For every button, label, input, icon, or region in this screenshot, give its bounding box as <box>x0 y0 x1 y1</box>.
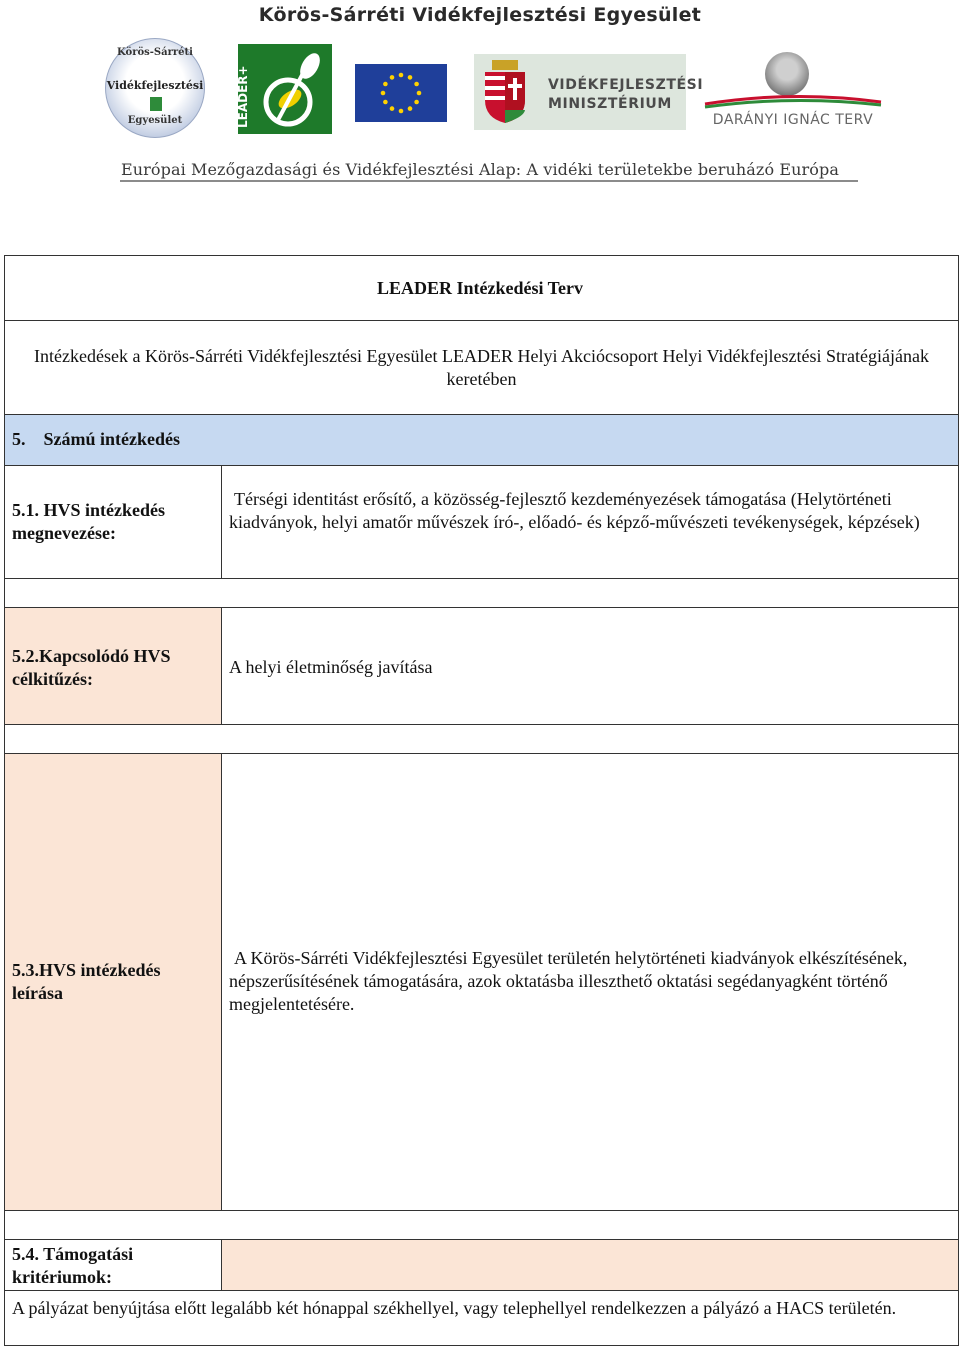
row-5-2-value-cell <box>222 608 958 724</box>
egyesulet-logo-mid-text: Vidékfejlesztési <box>106 79 204 92</box>
ministry-line1: VIDÉKFEJLESZTÉSI <box>548 77 704 93</box>
row-5-3-label: 5.3.HVS intézkedés leírása <box>12 960 161 1003</box>
portrait-icon <box>765 52 809 96</box>
row-5-4-label-cell <box>5 1240 222 1290</box>
row-5-2-label: 5.2.Kapcsolódó HVS célkitűzés: <box>12 646 171 689</box>
ribbon-icon <box>703 92 883 110</box>
daranyi-logo <box>703 52 883 132</box>
fund-subtitle: Európai Mezőgazdasági és Vidékfejlesztési Alap: A vidéki területekbe beruházó Európa <box>120 160 840 179</box>
spacer-row-2 <box>4 724 959 754</box>
row-5-1 <box>4 465 959 579</box>
row-5-4-value: A pályázat benyújtása előtt legalább két hónappal székhellyel, vagy telephellyel rendelkezzen a pályázó a HACS területén. <box>12 1298 897 1318</box>
row-5-3-label-cell <box>5 754 222 1210</box>
section-heading-row <box>4 414 959 466</box>
egyesulet-logo-top-text: Körös-Sárréti <box>117 47 193 58</box>
document-title: LEADER Intézkedési Terv <box>376 278 583 298</box>
egyesulet-logo-bottom-text: Egyesület <box>127 115 183 126</box>
row-5-4-label: 5.4. Támogatási kritériumok: <box>12 1244 134 1287</box>
egyesulet-emblem-icon <box>150 97 162 111</box>
intro-text: Intézkedések a Körös-Sárréti Vidékfejlesztési Egyesület LEADER Helyi Akciócsoport Helyi Vidékfejlesztési Stratégiájának keretében <box>34 346 929 389</box>
eu-flag-icon <box>355 64 447 122</box>
row-5-2 <box>4 607 959 725</box>
leader-logo-icon <box>238 44 332 134</box>
daranyi-logo-text: DARÁNYI IGNÁC TERV <box>712 112 874 128</box>
row-5-1-label: 5.1. HVS intézkedés megnevezése: <box>12 500 165 543</box>
section-heading: 5. Számú intézkedés <box>12 429 180 449</box>
organization-title: Körös-Sárréti Vidékfejlesztési Egyesület <box>258 4 702 26</box>
row-5-3-value-cell <box>222 754 958 1210</box>
row-5-1-label-cell <box>5 466 222 578</box>
ministry-logo <box>474 54 704 130</box>
table-title-row <box>4 255 959 321</box>
row-5-4-value-cell <box>222 1240 958 1290</box>
criteria-text-row <box>4 1290 959 1346</box>
header-divider <box>120 180 858 182</box>
row-5-3 <box>4 753 959 1211</box>
row-5-1-value-cell <box>222 466 958 578</box>
intro-row <box>4 320 959 415</box>
row-5-1-value: Térségi identitást erősítő, a közösség-fejlesztő kezdeményezések támogatása (Helytörténeti kiadványok, helyi amatőr művészek író-, előadó- és képző-művészeti tevékenységek, képzések) <box>229 489 920 532</box>
row-5-4 <box>4 1239 959 1291</box>
hungarian-coat-of-arms-icon <box>480 60 530 124</box>
svg-text:LEADER+: LEADER+ <box>236 65 250 128</box>
ministry-line2: MINISZTÉRIUM <box>548 96 672 112</box>
row-5-2-label-cell <box>5 608 222 724</box>
row-5-2-value: A helyi életminőség javítása <box>229 657 433 677</box>
logo-strip <box>0 0 960 160</box>
spacer-row-1 <box>4 578 959 608</box>
row-5-3-value: A Körös-Sárréti Vidékfejlesztési Egyesület területén helytörténeti kiadványok elkészítésének, népszerűsítésének támogatására, azok oktatásba illeszthető oktatási segédanyagként történő megjelentetésére. <box>229 948 908 1014</box>
egyesulet-logo <box>105 38 205 138</box>
spacer-row-3 <box>4 1210 959 1240</box>
